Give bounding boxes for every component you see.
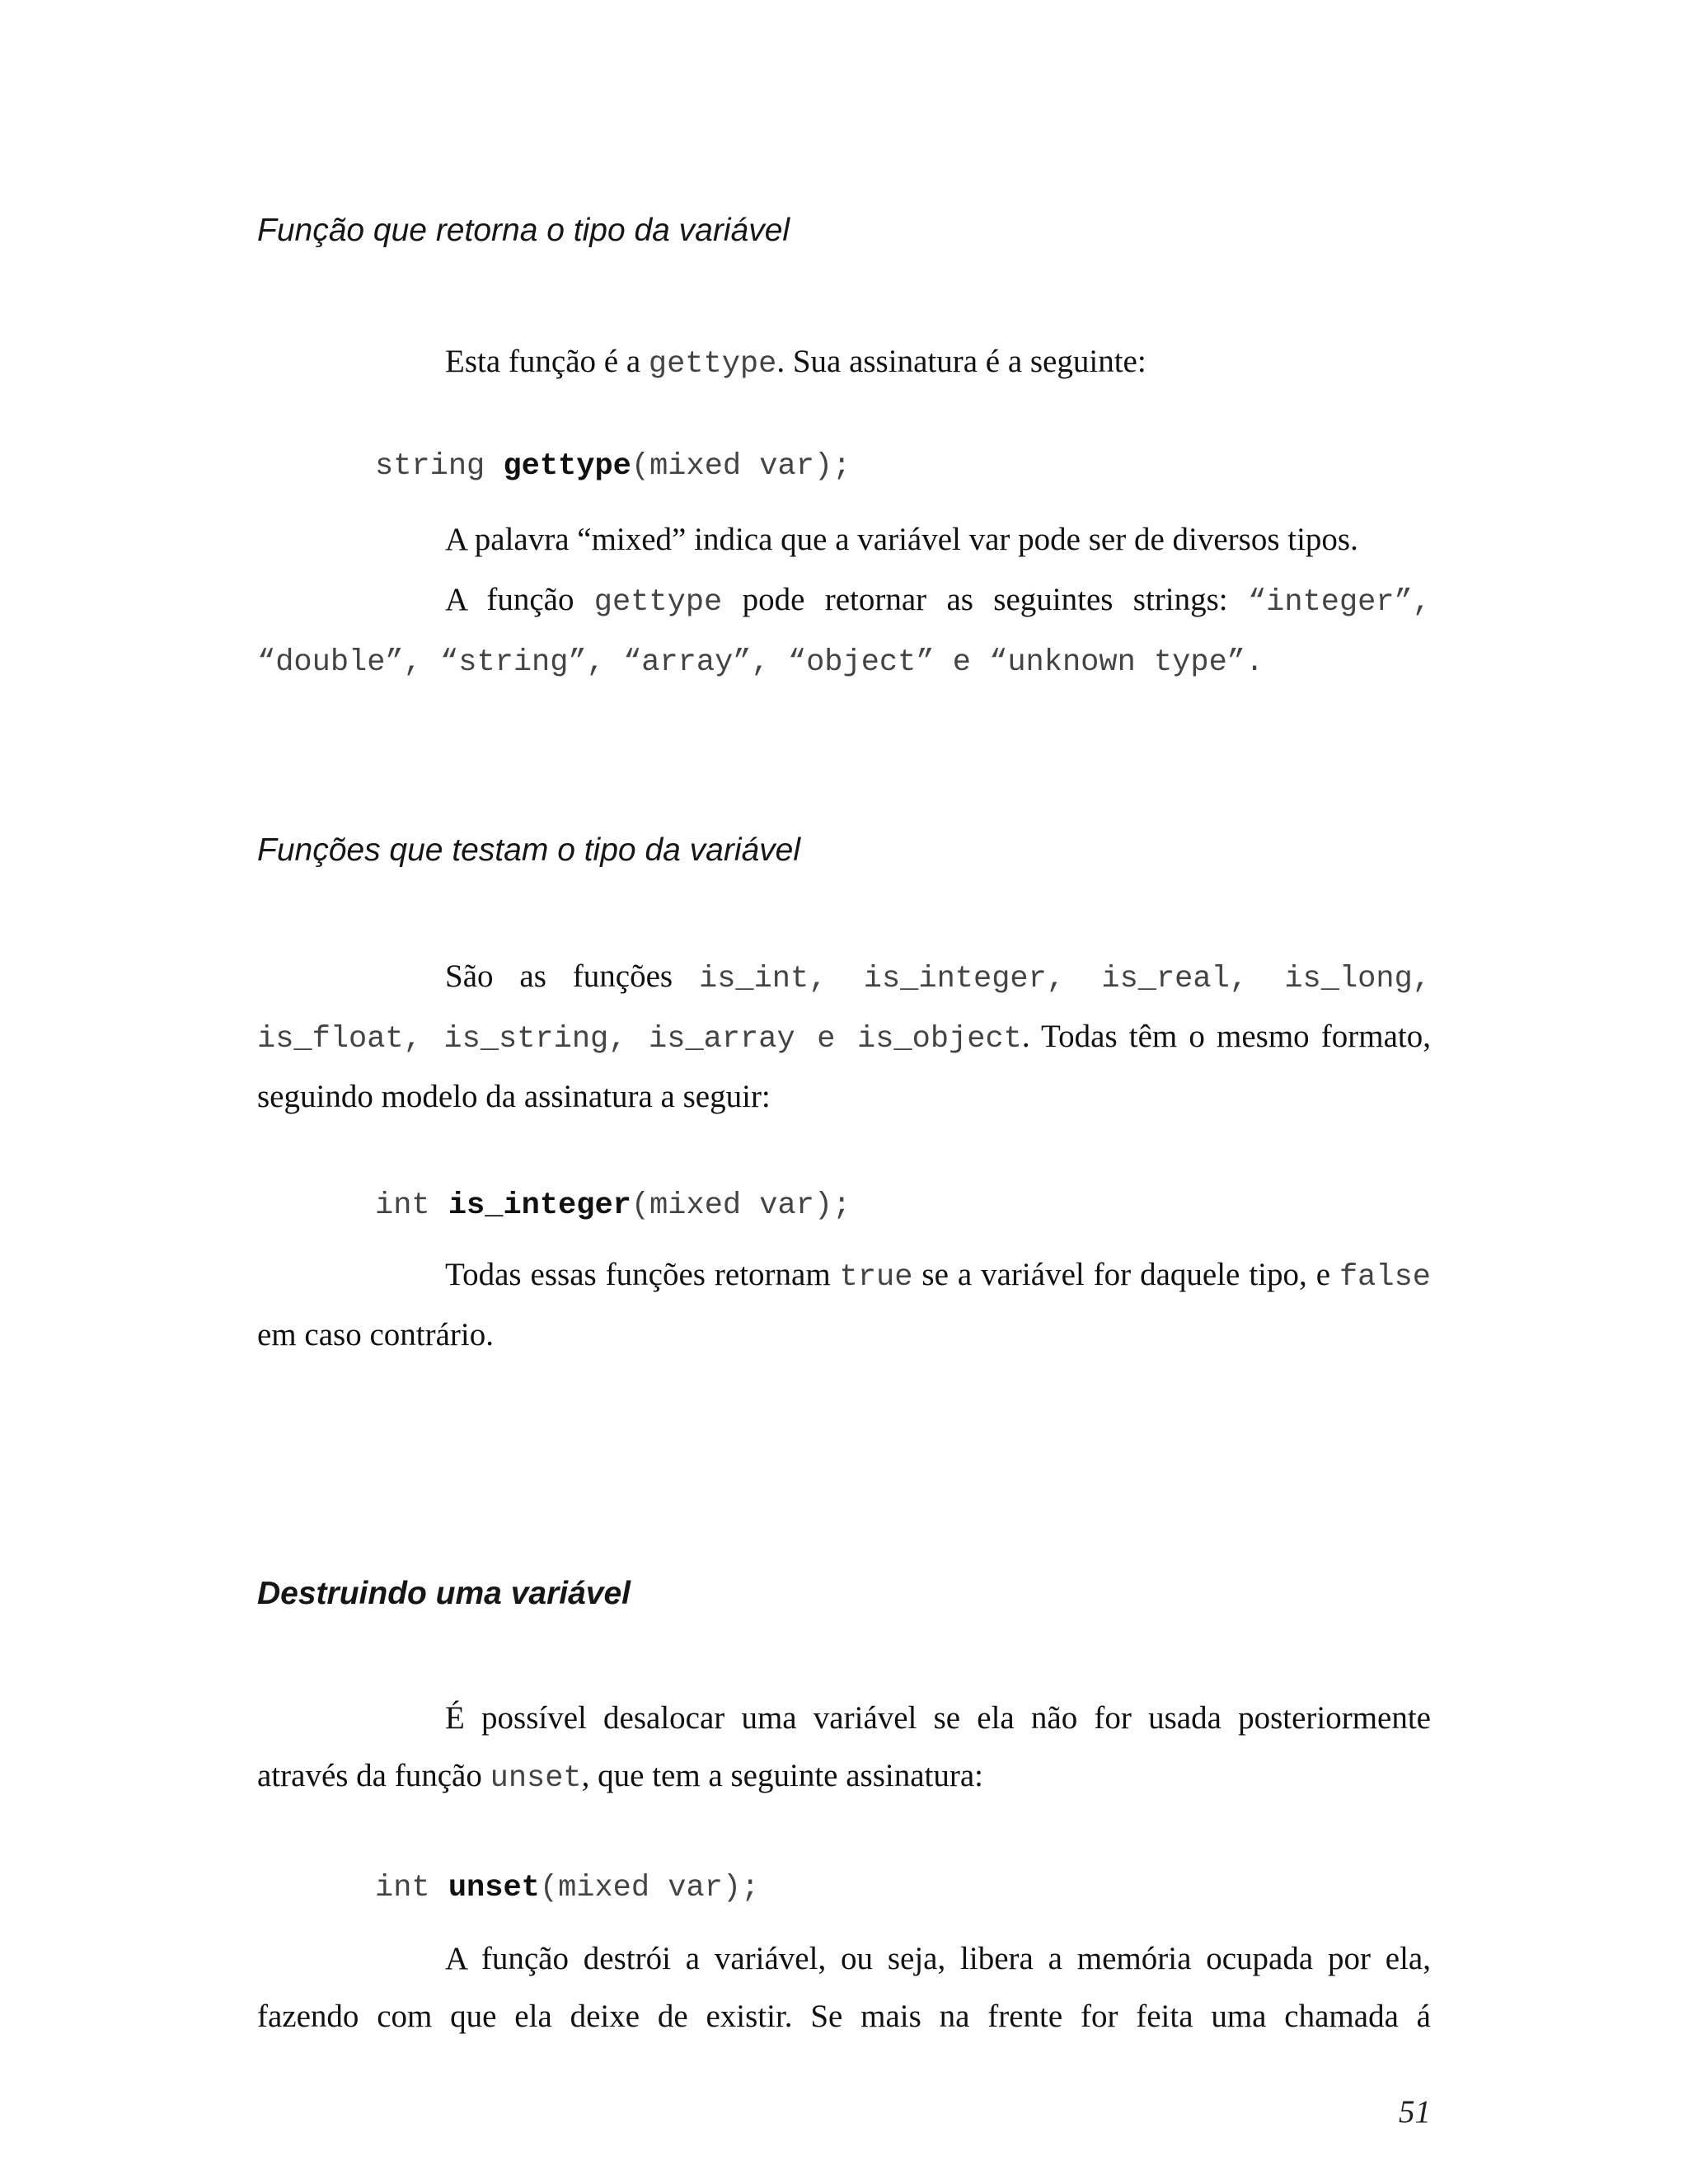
code-signature-gettype: string gettype(mixed var); (375, 449, 851, 484)
paragraph-mixed: A palavra “mixed” indica que a variável var pode ser de diversos tipos. (445, 522, 1358, 557)
paragraph-gettype-returns: A função gettype pode retornar as seguintes strings: “integer”, “double”, “string”, “array”, “object” e “unknown type”. (257, 582, 1431, 680)
section-heading-gettype: Função que retorna o tipo da variável (257, 213, 790, 248)
section-heading-type-tests: Funções que testam o tipo da variável (257, 832, 801, 868)
page-number: 51 (1399, 2094, 1431, 2130)
paragraph-unset-effect: A função destrói a variável, ou seja, libera a memória ocupada por ela, fazendo com que ela deixe de existir. Se mais na frente for feita uma chamada á (257, 1941, 1431, 2034)
paragraph-unset-intro: É possível desalocar uma variável se ela não for usada posteriormente através da função unset, que tem a seguinte assinatura: (257, 1700, 1431, 1796)
inline-code: gettype (648, 347, 777, 382)
paragraph-is-functions: São as funções is_int, is_integer, is_real, is_long, is_float, is_string, is_array e is_object. Todas têm o mesmo formato, seguindo modelo da assinatura a seguir: (257, 958, 1431, 1114)
section-heading-destroy: Destruindo uma variável (257, 1576, 631, 1611)
paragraph-gettype-intro: Esta função é a gettype. Sua assinatura é a seguinte: (445, 344, 1146, 382)
code-signature-is-integer: int is_integer(mixed var); (375, 1188, 851, 1223)
paragraph-true-false: Todas essas funções retornam true se a variável for daquele tipo, e false em caso contrário. (257, 1257, 1431, 1352)
code-signature-unset: int unset(mixed var); (375, 1871, 760, 1905)
